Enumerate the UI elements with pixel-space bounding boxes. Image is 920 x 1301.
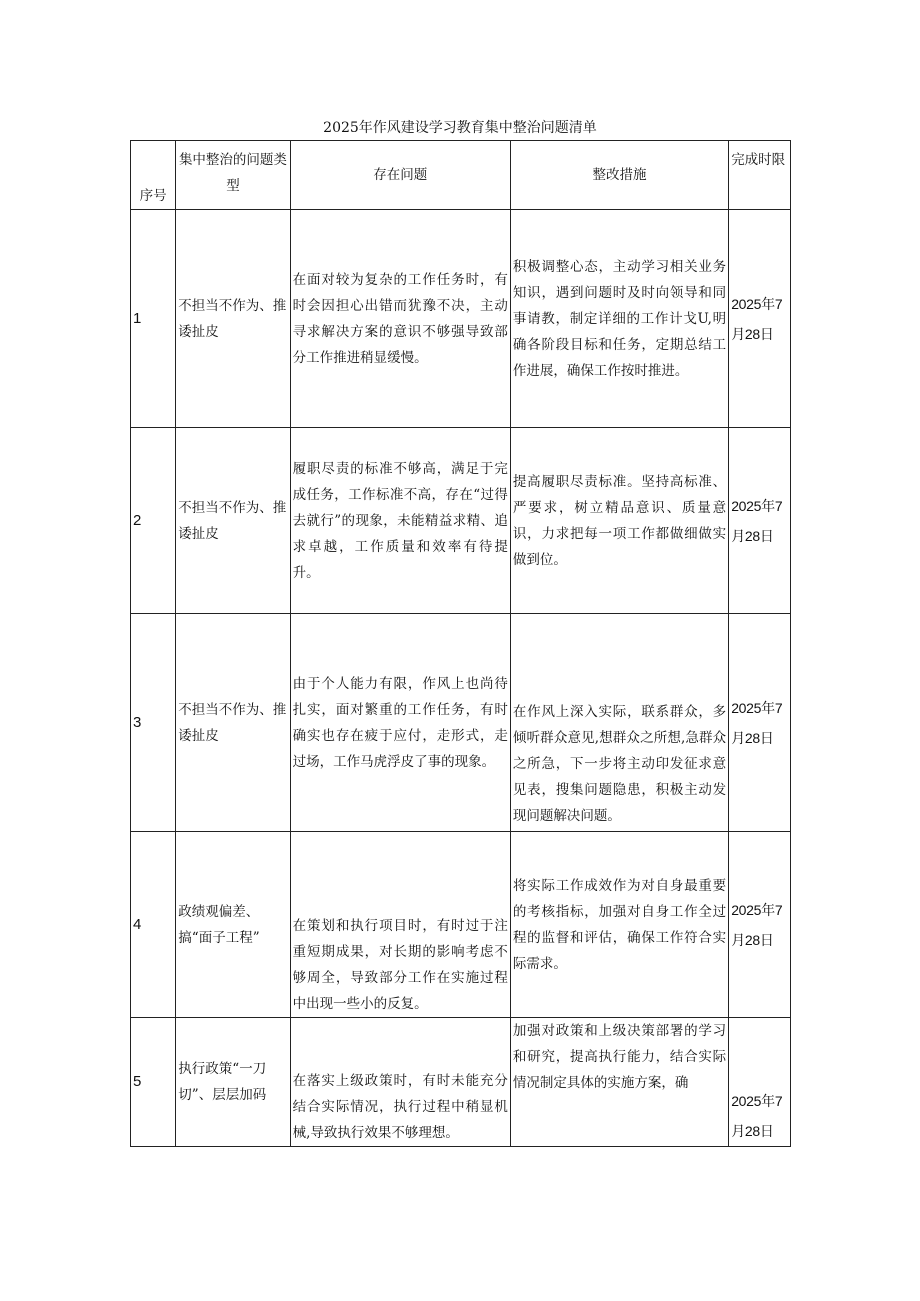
table-row [131,210,791,428]
row-problem: 由于个人能力有限，作风上也尚待扎实，面对繁重的工作任务，有时确实也存在疲于应付，走形式，走过场，工作马虎浮皮了事的现象。 [290,614,510,832]
table-row [131,428,791,614]
table-header-row [131,141,791,210]
row-seq: 4 [131,832,176,1018]
row-problem: 履职尽责的标准不够高，满足于完成任务，工作标准不高，存在“过得去就行”的现象，未能精益求精、追求卓越，工作质量和效率有待提升。 [290,428,510,614]
table-row [131,614,791,832]
table-row [131,832,791,1018]
row-measure: 在作风上深入实际，联系群众，多倾听群众意见,想群众之所想,急群众之所急，下一步将主动印发征求意见表，搜集问题隐患，积极主动发现问题解决问题。 [510,614,728,832]
header-problem: 存在问题 [290,141,510,210]
row-seq: 2 [131,428,176,614]
problem-list-table [130,140,791,1147]
header-type: 集中整治的问题类型 [176,141,290,210]
row-type: 政绩观偏差、搞“面子工程” [176,832,290,1018]
row-deadline: 2025年7月28日 [729,428,791,614]
row-problem: 在落实上级政策时，有时未能充分结合实际情况，执行过程中稍显机械,导致执行效果不够理想。 [290,1018,510,1147]
row-problem: 在策划和执行项目时，有时过于注重短期成果，对长期的影响考虑不够周全，导致部分工作在实施过程中出现一些小的反复。 [290,832,510,1018]
row-type: 执行政策“一刀切”、层层加码 [176,1018,290,1147]
header-deadline: 完成时限 [729,141,791,210]
row-deadline: 2025年7月28日 [729,210,791,428]
row-deadline: 2025年7月28日 [729,614,791,832]
page-title: 2025年作风建设学习教育集中整治问题清单 [323,120,597,136]
header-seq: 序号 [131,141,176,210]
row-measure: 将实际工作成效作为对自身最重要的考核指标，加强对自身工作全过程的监督和评估，确保工作符合实际需求。 [510,832,728,1018]
header-measure: 整改措施 [510,141,728,210]
row-problem: 在面对较为复杂的工作任务时，有时会因担心出错而犹豫不决，主动寻求解决方案的意识不够强导致部分工作推进稍显缓慢。 [290,210,510,428]
row-deadline: 2025年7月28日 [729,1018,791,1147]
row-measure: 加强对政策和上级决策部署的学习和研究，提高执行能力，结合实际情况制定具体的实施方案，确 [510,1018,728,1147]
row-type: 不担当不作为、推诿扯皮 [176,614,290,832]
row-seq: 5 [131,1018,176,1147]
row-deadline: 2025年7月28日 [729,832,791,1018]
table-row [131,1018,791,1147]
row-type: 不担当不作为、推诿扯皮 [176,428,290,614]
row-type: 不担当不作为、推诿扯皮 [176,210,290,428]
row-measure: 积极调整心态，主动学习相关业务知识，遇到问题时及时向领导和同事请教，制定详细的工作计戈U,明确各阶段目标和任务，定期总结工作进展，确保工作按时推进。 [510,210,728,428]
row-measure: 提高履职尽责标准。坚持高标准、严要求，树立精品意识、质量意识，力求把每一项工作都做细做实做到位。 [510,428,728,614]
row-seq: 3 [131,614,176,832]
row-seq: 1 [131,210,176,428]
